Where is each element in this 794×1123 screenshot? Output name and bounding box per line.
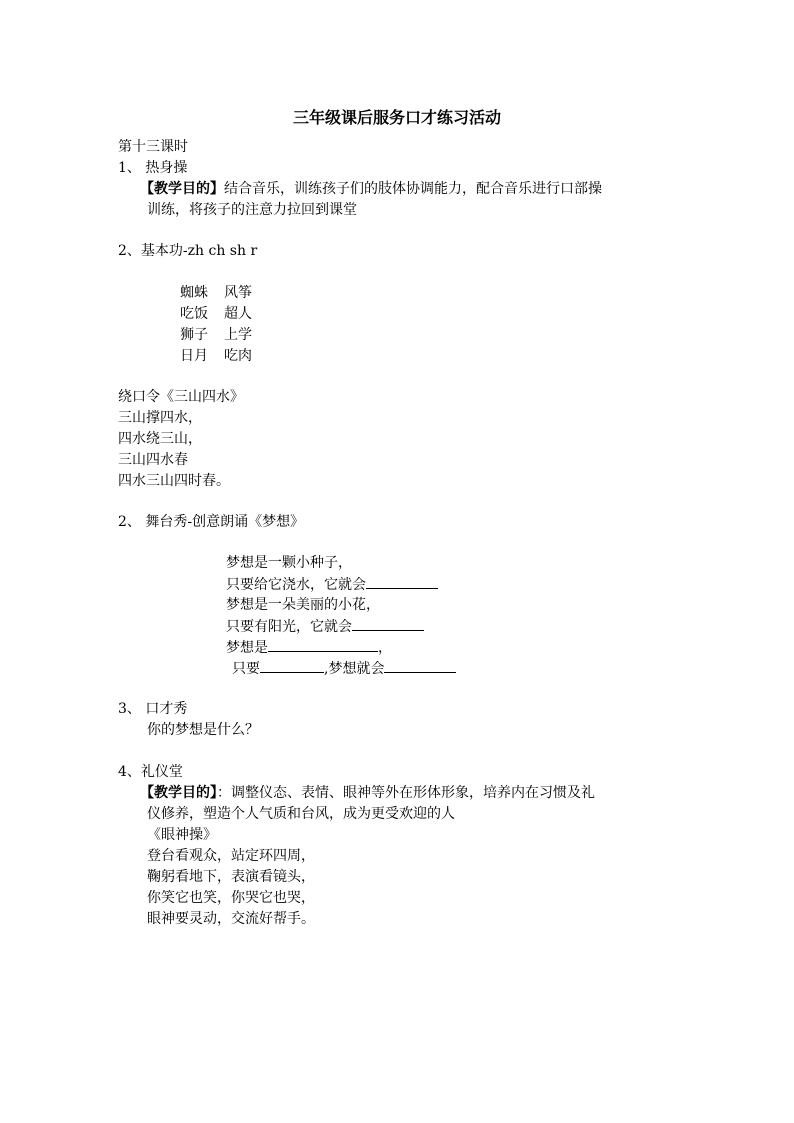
warmup-goal bbox=[140, 179, 602, 200]
fill-blank bbox=[260, 658, 324, 673]
word: 超人 bbox=[224, 306, 252, 322]
etiquette-goal-label: 【教学目的】 bbox=[140, 785, 217, 801]
tongue-twister-line: 四水三山四时春。 bbox=[118, 473, 230, 489]
fill-blank bbox=[384, 658, 456, 673]
word-row bbox=[180, 304, 252, 325]
word: 风筝 bbox=[224, 285, 252, 301]
poem-line: 梦想是一朵美丽的小花， bbox=[226, 597, 380, 613]
fill-blank bbox=[268, 637, 378, 652]
basics-heading: 2、基本功-zh ch sh r bbox=[118, 243, 258, 259]
word-row bbox=[180, 283, 252, 304]
warmup-goal-text: 结合音乐，训练孩子们的肢体协调能力，配合音乐进行口部操 bbox=[224, 181, 602, 197]
tongue-twister-line: 三山撑四水， bbox=[118, 410, 202, 426]
poem-text: 只要给它浇水，它就会 bbox=[226, 577, 366, 593]
fill-blank bbox=[352, 616, 424, 631]
page-title: 三年级课后服务口才练习活动 bbox=[292, 108, 501, 127]
eloquence-heading: 3、 口才秀 bbox=[118, 701, 188, 717]
warmup-heading: 1、 热身操 bbox=[118, 160, 188, 176]
exercise-title: 《眼神操》 bbox=[147, 827, 217, 843]
poem-line bbox=[226, 616, 424, 638]
poem-line: 梦想是一颗小种子， bbox=[226, 555, 352, 571]
etiquette-heading: 4、礼仪堂 bbox=[118, 764, 183, 780]
stage-heading: 2、 舞台秀-创意朗诵《梦想》 bbox=[118, 514, 305, 530]
etiquette-goal-continued: 仪修养，塑造个人气质和台风，成为更受欢迎的人 bbox=[147, 806, 455, 822]
exercise-line: 鞠躬看地下，表演看镜头， bbox=[147, 869, 315, 885]
word: 吃饭 bbox=[180, 306, 208, 322]
tongue-twister-line: 四水绕三山， bbox=[118, 431, 202, 447]
poem-line bbox=[226, 574, 438, 596]
poem-text: 梦想是 bbox=[226, 640, 268, 656]
word: 上学 bbox=[224, 327, 252, 343]
exercise-line: 登台看观众，站定环四周， bbox=[147, 848, 315, 864]
etiquette-goal-text: ：调整仪态、表情、眼神等外在形体形象，培养内在习惯及礼 bbox=[217, 785, 595, 801]
etiquette-goal bbox=[140, 783, 595, 804]
poem-line bbox=[232, 658, 456, 680]
exercise-line: 你笑它也笑，你哭它也哭， bbox=[147, 890, 315, 906]
word-row bbox=[180, 325, 252, 346]
word-row bbox=[180, 346, 252, 367]
word: 吃肉 bbox=[224, 348, 252, 364]
poem-text: 只要有阳光，它就会 bbox=[226, 619, 352, 635]
poem-text: 只要 bbox=[232, 661, 260, 677]
poem-text: ， bbox=[378, 640, 392, 656]
poem-line bbox=[226, 637, 392, 659]
eloquence-question: 你的梦想是什么？ bbox=[147, 722, 259, 738]
poem-text: ,梦想就会 bbox=[324, 661, 385, 677]
lesson-number: 第十三课时 bbox=[118, 139, 188, 155]
word: 蜘蛛 bbox=[180, 285, 208, 301]
fill-blank bbox=[366, 574, 438, 589]
exercise-line: 眼神要灵动，交流好帮手。 bbox=[147, 911, 315, 927]
tongue-twister-heading: 绕口令《三山四水》 bbox=[118, 389, 244, 405]
warmup-goal-continued: 训练，将孩子的注意力拉回到课堂 bbox=[147, 202, 357, 218]
warmup-goal-label: 【教学目的】 bbox=[140, 181, 224, 197]
tongue-twister-line: 三山四水春 bbox=[118, 452, 188, 468]
word: 狮子 bbox=[180, 327, 208, 343]
word: 日月 bbox=[180, 348, 208, 364]
